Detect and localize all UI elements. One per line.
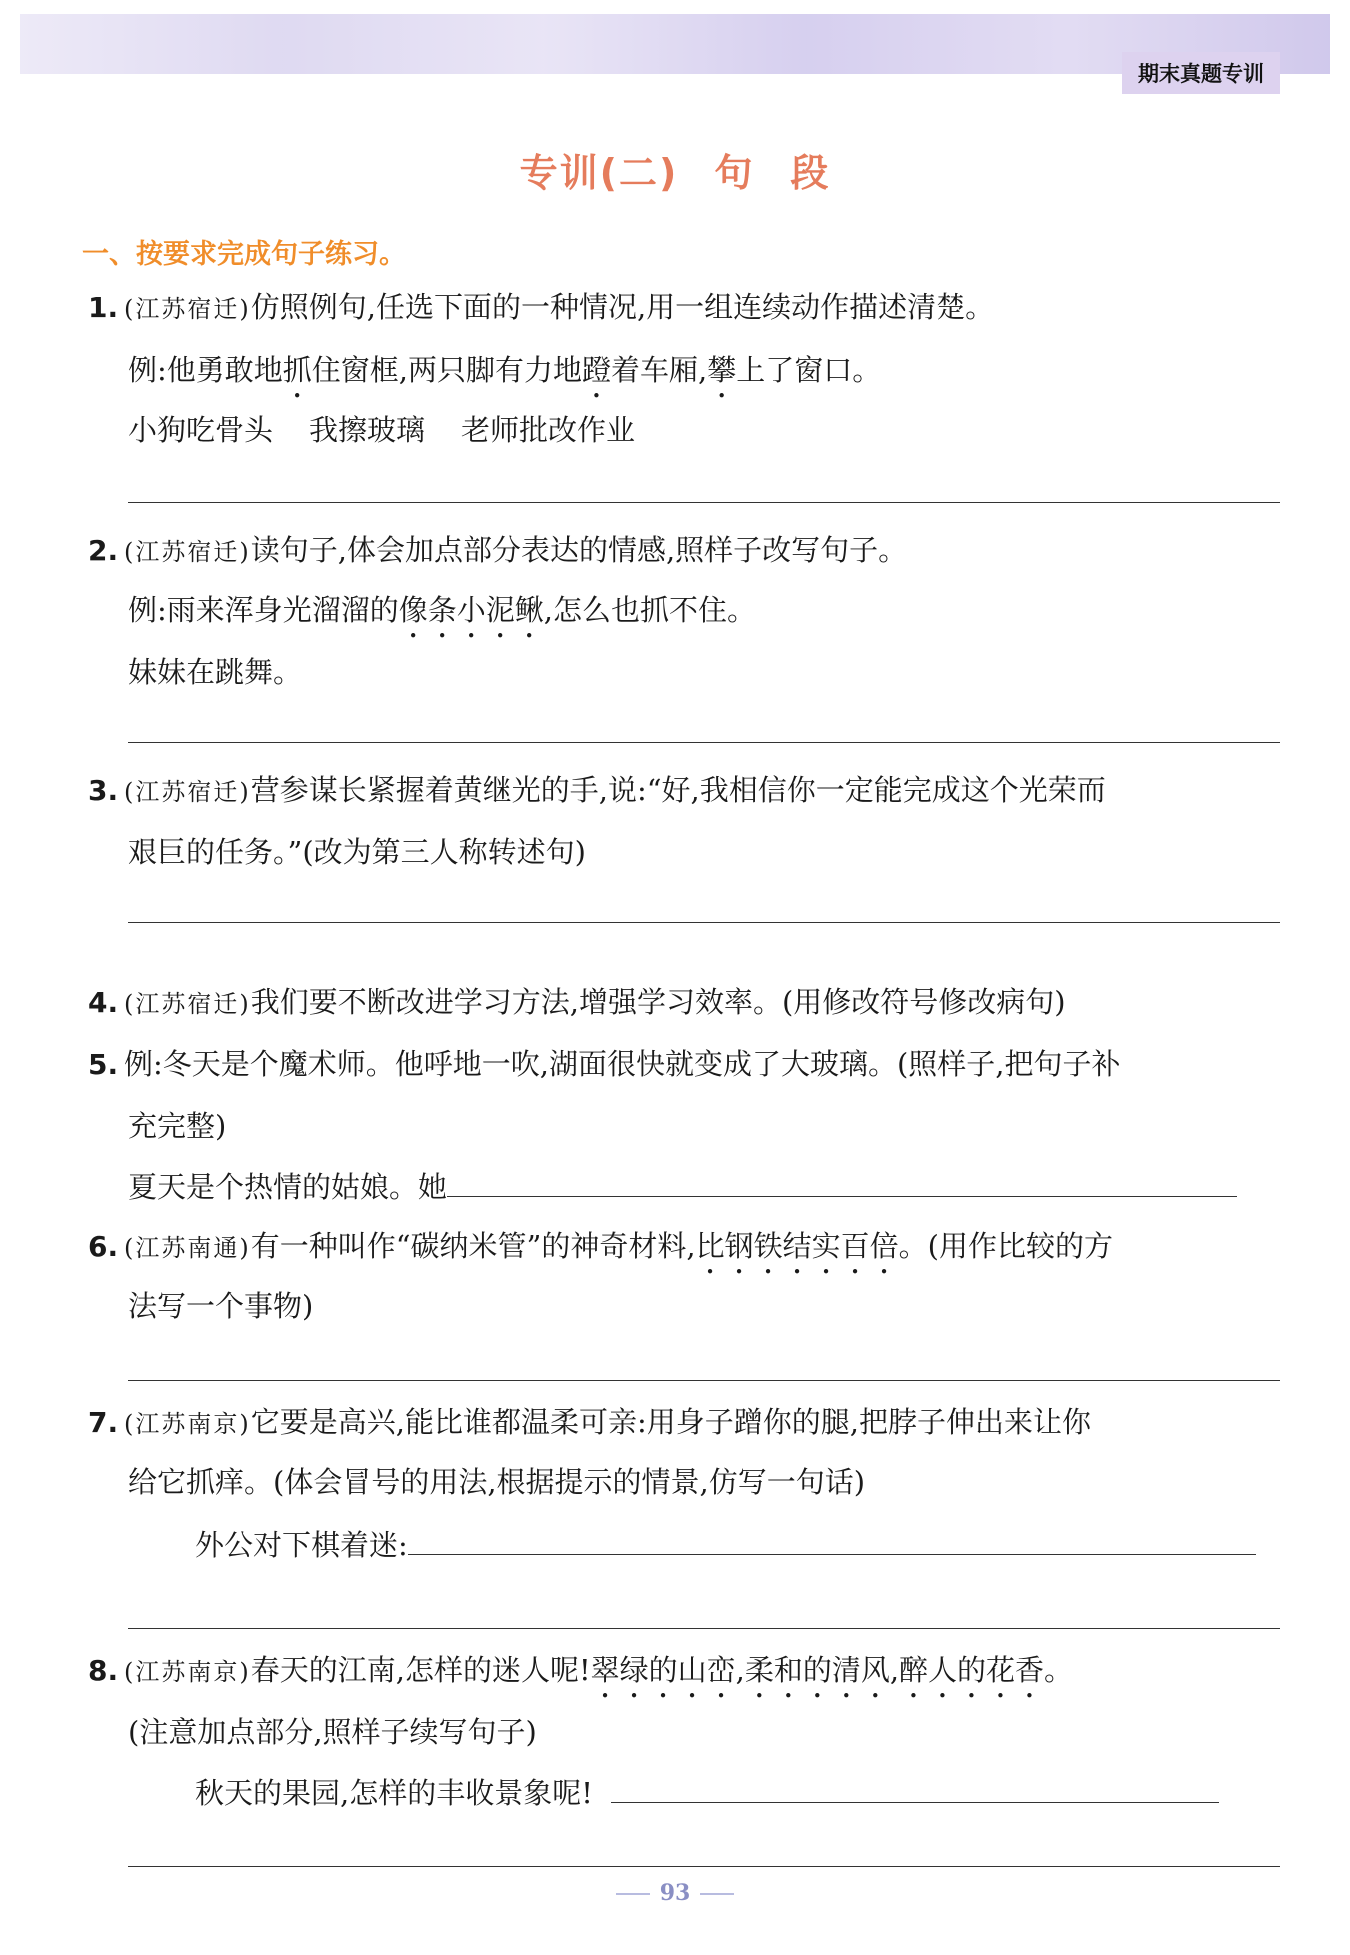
task-text: 外公对下棋着迷:: [195, 1528, 408, 1562]
question-text: 它要是高兴,能比谁都温柔可亲:用身子蹭你的腿,把脖子伸出来让你: [250, 1405, 1091, 1439]
emphasized-text: 抓: [282, 353, 312, 387]
question-number: 4.: [88, 986, 119, 1019]
question-7-line-1: [88, 1402, 1091, 1444]
title-prefix: 专训(二): [519, 151, 679, 195]
question-number: 6.: [88, 1230, 119, 1263]
page-number-text: 93: [659, 1880, 691, 1906]
question-2-example: [128, 590, 756, 645]
example-text: ,怎么也抓不住。: [543, 593, 757, 627]
question-source: (江苏宿迁): [124, 990, 251, 1018]
example-text: 例:雨来浑身光溜溜的: [128, 593, 399, 627]
question-number: 1.: [88, 291, 119, 324]
question-7-task: [195, 1524, 1256, 1565]
page-number: [0, 1880, 1350, 1906]
question-5-line-1: [88, 1044, 1121, 1085]
question-number: 7.: [88, 1406, 119, 1439]
question-text: 仿照例句,任选下面的一种情况,用一组连续动作描述清楚。: [250, 290, 995, 324]
question-number: 5.: [88, 1048, 119, 1081]
question-number: 3.: [88, 774, 119, 807]
example-text: 上了窗口。: [736, 353, 882, 387]
emphasized-text: 蹬: [582, 353, 612, 387]
question-text: 。(用作比较的方: [898, 1229, 1113, 1263]
question-text: 春天的江南,怎样的迷人呢!: [250, 1653, 591, 1687]
question-1-options: [128, 410, 635, 450]
answer-line[interactable]: [408, 1524, 1256, 1555]
question-1-prompt: [88, 287, 994, 329]
question-8-task: [195, 1772, 1219, 1813]
emphasized-text: 比钢铁结实百倍: [695, 1229, 899, 1263]
question-4: [88, 982, 1066, 1024]
question-6-line-2: 法写一个事物): [128, 1289, 314, 1323]
question-source: (江苏宿迁): [124, 778, 251, 806]
question-number: 8.: [88, 1654, 119, 1687]
question-source: (江苏宿迁): [124, 295, 251, 323]
example-text: 住窗框,两只脚有力地: [311, 353, 583, 387]
question-text: 。: [1044, 1653, 1074, 1687]
title-word-1: 句: [714, 151, 755, 195]
answer-line[interactable]: [611, 1772, 1219, 1803]
question-5-task: [128, 1166, 1237, 1207]
answer-line[interactable]: [128, 922, 1280, 923]
question-source: (江苏宿迁): [124, 538, 251, 566]
answer-line[interactable]: [128, 1628, 1280, 1629]
header-tag: 期末真题专训: [1122, 52, 1280, 94]
option-item: 小狗吃骨头: [128, 413, 274, 447]
question-source: (江苏南通): [124, 1234, 251, 1262]
answer-line[interactable]: [128, 502, 1280, 503]
option-item: 老师批改作业: [461, 413, 636, 447]
emphasized-text: 翠绿的山峦,柔和的清风,醉人的花香: [590, 1653, 1045, 1687]
question-2-task: 妹妹在跳舞。: [128, 655, 303, 689]
task-text: 秋天的果园,怎样的丰收景象呢!: [195, 1776, 593, 1810]
answer-line[interactable]: [128, 1866, 1280, 1867]
question-3-line-1: [88, 770, 1106, 812]
question-5-line-2: 充完整): [128, 1109, 227, 1143]
answer-line[interactable]: [128, 742, 1280, 743]
question-text: 例:冬天是个魔术师。他呼地一吹,湖面很快就变成了大玻璃。(照样子,把句子补: [124, 1047, 1121, 1081]
example-text: 着车厢,: [611, 353, 708, 387]
question-text: 营参谋长紧握着黄继光的手,说:“好,我相信你一定能完成这个光荣而: [250, 773, 1106, 807]
question-text: 有一种叫作“碳纳米管”的神奇材料,: [250, 1229, 696, 1263]
question-8-line-2: (注意加点部分,照样子续写句子): [128, 1715, 537, 1749]
question-2-prompt: [88, 530, 907, 572]
question-6-line-1: [88, 1226, 1113, 1281]
question-number: 2.: [88, 534, 119, 567]
question-text: 我们要不断改进学习方法,增强学习效率。(用修改符号修改病句): [250, 985, 1066, 1019]
example-text: 例:他勇敢地: [128, 353, 283, 387]
question-1-example: [128, 350, 881, 405]
answer-line[interactable]: [128, 1380, 1280, 1381]
emphasized-text: 像条小泥鳅: [398, 593, 544, 627]
answer-line[interactable]: [447, 1166, 1237, 1197]
option-item: 我擦玻璃: [309, 413, 426, 447]
section-heading: 一、按要求完成句子练习。: [82, 239, 406, 270]
question-7-line-2: 给它抓痒。(体会冒号的用法,根据提示的情景,仿写一句话): [128, 1465, 866, 1499]
task-text: 夏天是个热情的姑娘。她: [128, 1170, 448, 1204]
title-word-2: 段: [790, 151, 831, 195]
question-source: (江苏南京): [124, 1658, 251, 1686]
question-8-line-1: [88, 1650, 1073, 1705]
question-source: (江苏南京): [124, 1410, 251, 1438]
page-title: [0, 142, 1350, 197]
emphasized-text: 攀: [707, 353, 737, 387]
question-text: 读句子,体会加点部分表达的情感,照样子改写句子。: [250, 533, 908, 567]
question-3-line-2: 艰巨的任务。”(改为第三人称转述句): [128, 835, 586, 869]
